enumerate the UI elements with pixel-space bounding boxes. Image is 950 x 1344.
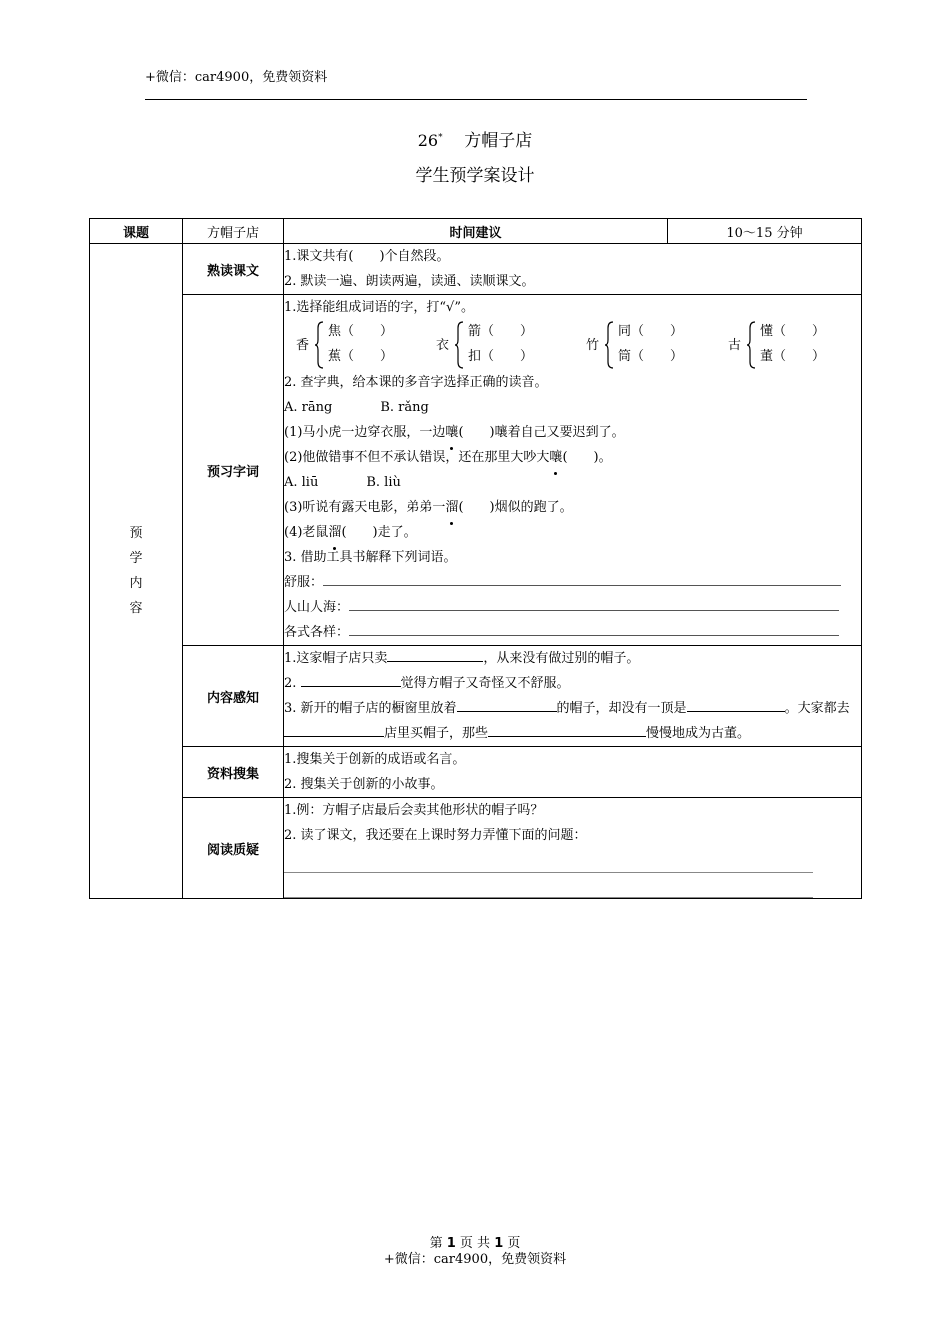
brace-icon — [314, 320, 324, 370]
reading-content — [284, 244, 862, 295]
content-line-2: 2. 觉得方帽子又奇怪又不舒服。 — [284, 671, 861, 696]
table-header-row — [90, 219, 862, 244]
questions-line-1: 1.例：方帽子店最后会卖其他形状的帽子吗？ — [284, 803, 544, 818]
pinyin-options-2: A. liū B. liù — [284, 475, 401, 490]
content-line-1: 1.这家帽子店只卖 ，从来没有做过别的帽子。 — [284, 646, 861, 671]
sentence-1: (1)马小虎一边穿衣服，一边嚷( )嚷着自己又要迟到了。 — [284, 420, 861, 445]
header-note: +微信：car4900，免费领资料 — [145, 70, 328, 85]
materials-line-1: 1.搜集关于创新的成语或名言。 — [284, 752, 466, 767]
term-crowd: 人山人海： — [284, 595, 861, 620]
page-subtitle: 学生预学案设计 — [415, 166, 535, 186]
content-body — [284, 646, 862, 747]
brace-icon — [454, 320, 464, 370]
pinyin-options-1: A. rāng B. rǎng — [284, 400, 429, 415]
words-content — [284, 295, 862, 646]
words-row — [90, 295, 862, 646]
reading-row — [90, 244, 862, 295]
reading-line-1: 1.课文共有( )个自然段。 — [284, 249, 450, 264]
time-value: 10～15 分钟 — [668, 219, 862, 244]
answer-line — [284, 873, 813, 898]
content-line-4: 店里买帽子，那些 慢慢地成为古董。 — [284, 721, 861, 746]
term-comfortable: 舒服： — [284, 570, 861, 595]
brace-icon — [604, 320, 614, 370]
lesson-number: 26 — [417, 131, 439, 150]
topic-label: 课题 — [90, 219, 183, 244]
answer-line — [284, 848, 813, 873]
words-q2: 2. 查字典，给本课的多音字选择正确的读音。 — [284, 375, 548, 390]
materials-content — [284, 747, 862, 798]
questions-row — [90, 798, 862, 899]
questions-label: 阅读质疑 — [183, 798, 284, 899]
term-various: 各式各样： — [284, 620, 861, 645]
questions-content — [284, 798, 862, 899]
char-groups: 香 焦（ ） 蕉（ ） 衣 箭（ ） 扣（ ） 竹 同（ ） 筒（ ） 古 懂（ ） 董（ ） — [284, 320, 861, 370]
words-q3: 3. 借助工具书解释下列词语。 — [284, 550, 457, 565]
sentence-2: (2)他做错事不但不承认错误，还在那里大吵大嚷( )。 — [284, 445, 861, 470]
brace-icon — [746, 320, 756, 370]
content-row — [90, 646, 862, 747]
sentence-3: (3)听说有露天电影，弟弟一溜( )烟似的跑了。 — [284, 495, 861, 520]
preview-table — [89, 218, 862, 899]
questions-line-2: 2. 读了课文，我还要在上课时努力弄懂下面的问题： — [284, 828, 587, 843]
materials-row — [90, 747, 862, 798]
content-line-3: 3. 新开的帽子店的橱窗里放着 的帽子，却没有一顶是 。大家都去 — [284, 696, 861, 721]
lesson-title — [0, 126, 950, 151]
sentence-4: (4)老鼠溜( )走了。 — [284, 520, 861, 545]
lesson-name: 方帽子店 — [464, 131, 533, 151]
materials-line-2: 2. 搜集关于创新的小故事。 — [284, 777, 444, 792]
words-label: 预习字词 — [183, 295, 284, 646]
words-q1: 1.选择能组成词语的字，打“√”。 — [284, 300, 474, 315]
lesson-mark: * — [438, 132, 443, 143]
reading-label: 熟读课文 — [183, 244, 284, 295]
time-label: 时间建议 — [284, 219, 668, 244]
side-label: 预 学 内 容 — [90, 244, 183, 899]
materials-label: 资料搜集 — [183, 747, 284, 798]
header-rule — [145, 99, 807, 100]
page-number: 第 1 页 共 1 页 — [429, 1236, 521, 1251]
topic-value: 方帽子店 — [183, 219, 284, 244]
reading-line-2: 2. 默读一遍、朗读两遍，读通、读顺课文。 — [284, 274, 535, 289]
footer-note: +微信：car4900，免费领资料 — [383, 1252, 567, 1267]
content-label: 内容感知 — [183, 646, 284, 747]
